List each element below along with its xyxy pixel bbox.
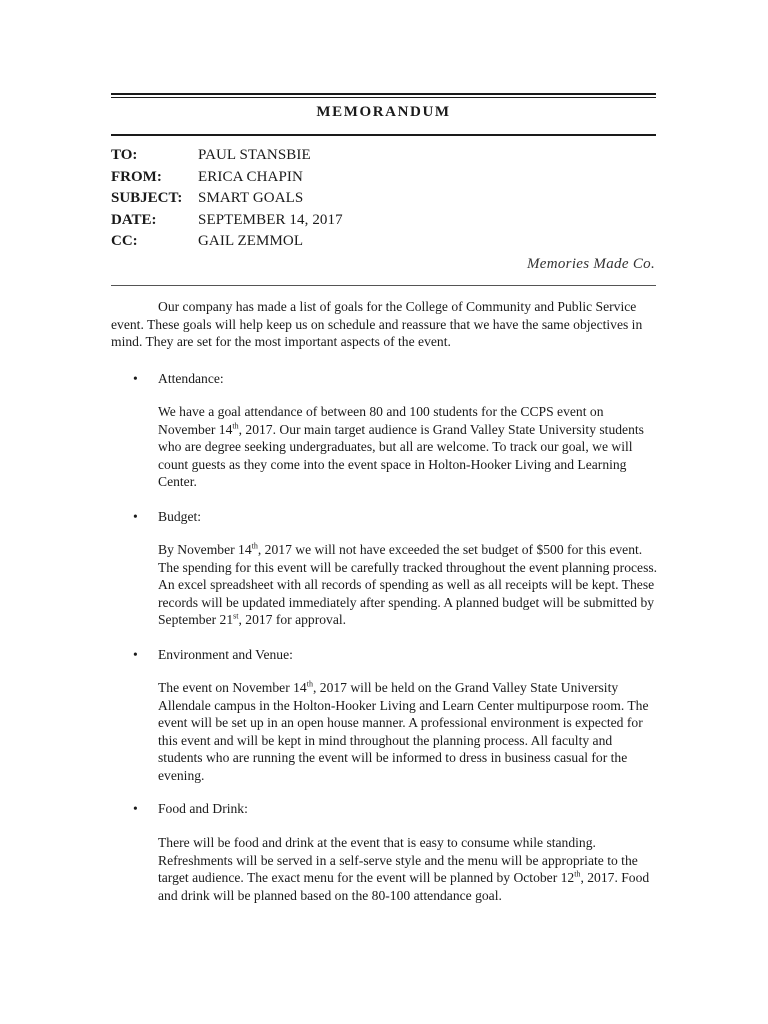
section-heading: Environment and Venue: <box>158 647 293 662</box>
section-heading: Attendance: <box>158 371 224 386</box>
section-heading: Food and Drink: <box>158 801 248 816</box>
section-paragraph-food: There will be food and drink at the event that is easy to consume while standing. Refreshments will be served in a self-serve style and the menu will be appropriate to the target audience. The exact menu for the event will be planned by October 12th, 2017. Food and drink will be planned based on the 80-100 attendance goal. <box>158 835 650 903</box>
memo-header <box>111 147 343 255</box>
bullet-icon: • <box>133 801 138 816</box>
top-rule <box>111 93 656 95</box>
top-rule-thin <box>111 97 656 98</box>
header-row-date <box>111 212 343 234</box>
header-label: SUBJECT: <box>111 190 183 206</box>
header-label: CC: <box>111 233 138 249</box>
intro-paragraph: Our company has made a list of goals for the College of Community and Public Service event. These goals will help keep us on schedule and reassure that we have the same objectives in mind. They are set for the most important aspects of the event. <box>111 299 643 349</box>
header-value: PAUL STANSBIE <box>198 147 311 163</box>
section-heading: Budget: <box>158 509 202 524</box>
section-paragraph-budget: By November 14th, 2017 we will not have exceeded the set budget of $500 for this event. The spending for this event will be carefully tracked throughout the event planning process. An excel spreadsheet with all records of spending as well as all receipts will be kept. These records will be updated immediately after spending. A planned budget will be submitted by September 21st, 2017 for approval. <box>158 541 658 627</box>
header-value: ERICA CHAPIN <box>198 168 303 185</box>
bullet-icon: • <box>133 509 138 524</box>
header-bottom-rule <box>111 285 656 286</box>
header-value: SMART GOALS <box>198 190 304 206</box>
header-value: SEPTEMBER 14, 2017 <box>198 211 343 228</box>
title-rule <box>111 134 656 136</box>
bullet-icon: • <box>133 371 138 386</box>
header-row-subject <box>111 190 343 212</box>
header-label: DATE: <box>111 211 157 228</box>
header-row-from <box>111 169 343 191</box>
header-label: FROM: <box>111 168 162 185</box>
bullet-icon: • <box>133 647 138 662</box>
header-row-cc <box>111 233 343 255</box>
memo-title: MEMORANDUM <box>316 104 451 120</box>
company-signature: Memories Made Co. <box>527 256 655 272</box>
header-label: TO: <box>111 147 138 163</box>
section-paragraph-attendance: We have a goal attendance of between 80 and 100 students for the CCPS event on November 14th, 2017. Our main target audience is Grand Valley State University students who are degree seeking undergraduates, but all are welcome. To track our goal, we will count guests as they come into the event space in Holton-Hooker Living and Learning Center. <box>158 404 644 489</box>
header-value: GAIL ZEMMOL <box>198 233 304 249</box>
section-paragraph-environment: The event on November 14th, 2017 will be held on the Grand Valley State University Allendale campus in the Holton-Hooker Living and Learn Center multipurpose room. The event will be set up in an open house manner. A professional environment is expected for this event and will be kept in mind throughout the planning process. All faculty and students who are running the event will be informed to dress in business casual for the evening. <box>158 679 649 783</box>
header-row-to <box>111 147 343 169</box>
